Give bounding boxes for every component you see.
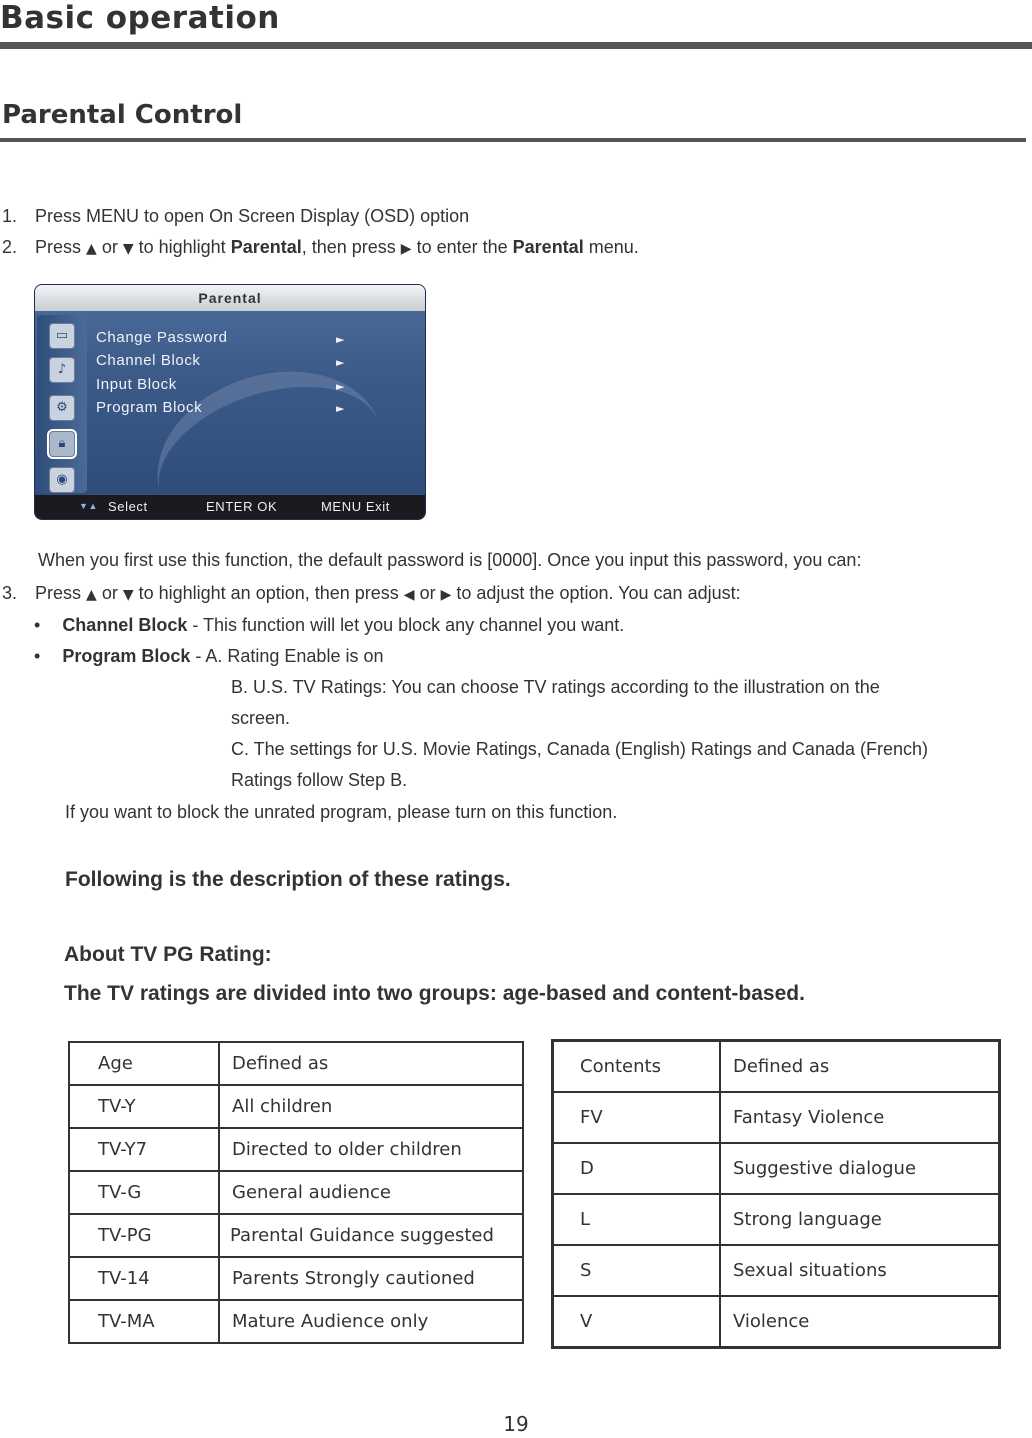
table-row bbox=[553, 1245, 1000, 1296]
rating-code: TV-G bbox=[69, 1171, 219, 1214]
step-text: menu. bbox=[583, 237, 639, 257]
updown-arrows-icon: ▼▲ bbox=[79, 501, 99, 511]
table-header-cell: Defined as bbox=[720, 1041, 1000, 1093]
rating-code: TV-PG bbox=[69, 1214, 219, 1257]
ratings-groups-heading: The TV ratings are divided into two groups: age-based and content-based. bbox=[64, 982, 805, 1005]
table-row bbox=[553, 1092, 1000, 1143]
content-ratings-table bbox=[551, 1039, 1001, 1349]
rating-definition: Directed to older children bbox=[219, 1128, 523, 1171]
table-header-cell: Contents bbox=[553, 1041, 721, 1093]
rating-code: TV-Y7 bbox=[69, 1128, 219, 1171]
page-number: 19 bbox=[503, 1412, 529, 1436]
parental-label: Parental bbox=[512, 237, 584, 257]
age-ratings-table bbox=[68, 1041, 524, 1344]
bullet-channel-block bbox=[34, 615, 624, 636]
page-subtitle: Parental Control bbox=[2, 100, 243, 130]
step-1 bbox=[2, 206, 469, 227]
rating-definition: Parents Strongly cautioned bbox=[219, 1257, 523, 1300]
bullet-icon: • bbox=[34, 615, 41, 635]
table-header-row bbox=[69, 1042, 523, 1085]
left-arrow-icon: ◀ bbox=[403, 587, 415, 603]
up-arrow-icon: ▲ bbox=[86, 241, 97, 257]
right-arrow-icon: ▶ bbox=[440, 587, 452, 603]
step-text: , then press bbox=[301, 237, 401, 257]
step-2 bbox=[2, 237, 639, 258]
step-text: to highlight bbox=[133, 237, 231, 257]
osd-item-input-block: Input Block bbox=[96, 376, 177, 393]
content-code: L bbox=[553, 1194, 721, 1245]
content-definition: Strong language bbox=[720, 1194, 1000, 1245]
step-text: or bbox=[96, 583, 123, 603]
table-row bbox=[69, 1214, 523, 1257]
program-block-c: C. The settings for U.S. Movie Ratings, Canada (English) Ratings and Canada (French) bbox=[231, 739, 928, 759]
table-row bbox=[69, 1257, 523, 1300]
picture-menu-icon: ▭ bbox=[49, 323, 75, 349]
section-divider bbox=[0, 42, 1032, 49]
table-row bbox=[553, 1194, 1000, 1245]
channel-menu-icon: ◉ bbox=[49, 467, 75, 493]
osd-item-change-password: Change Password bbox=[96, 329, 228, 346]
submenu-arrow-icon: ► bbox=[336, 380, 345, 393]
content-code: S bbox=[553, 1245, 721, 1296]
submenu-arrow-icon: ► bbox=[336, 402, 345, 415]
table-header-cell: Defined as bbox=[219, 1042, 523, 1085]
down-arrow-icon: ▼ bbox=[122, 241, 134, 257]
step-text: to highlight an option, then press bbox=[133, 583, 404, 603]
channel-block-label: Channel Block bbox=[62, 615, 188, 635]
step-text: Press bbox=[35, 583, 87, 603]
rating-code: TV-Y bbox=[69, 1085, 219, 1128]
parental-label: Parental bbox=[230, 237, 302, 257]
up-arrow-icon: ▲ bbox=[86, 587, 97, 603]
table-row bbox=[69, 1171, 523, 1214]
table-header-row bbox=[553, 1041, 1000, 1093]
ratings-description-heading: Following is the description of these ratings. bbox=[65, 868, 511, 891]
osd-footer-bar bbox=[35, 495, 425, 519]
bullet-program-block bbox=[34, 646, 383, 667]
osd-title: Parental bbox=[35, 285, 425, 311]
down-arrow-icon: ▼ bbox=[122, 587, 134, 603]
right-arrow-icon: ▶ bbox=[400, 241, 412, 257]
channel-block-text: - This function will let you block any channel you want. bbox=[187, 615, 625, 635]
rating-code: TV-MA bbox=[69, 1300, 219, 1343]
unrated-note: If you want to block the unrated program, please turn on this function. bbox=[65, 802, 618, 822]
rating-code: TV-14 bbox=[69, 1257, 219, 1300]
table-header-cell: Age bbox=[69, 1042, 219, 1085]
content-definition: Suggestive dialogue bbox=[720, 1143, 1000, 1194]
osd-footer-select: Select bbox=[108, 499, 148, 514]
content-definition: Sexual situations bbox=[720, 1245, 1000, 1296]
step-text: Press MENU to open On Screen Display (OSD) option bbox=[35, 206, 470, 226]
program-block-b2: screen. bbox=[231, 708, 291, 728]
table-row bbox=[553, 1143, 1000, 1194]
section-title: Basic operation bbox=[0, 0, 280, 36]
table-row bbox=[69, 1300, 523, 1343]
table-row bbox=[69, 1085, 523, 1128]
rating-definition: Mature Audience only bbox=[219, 1300, 523, 1343]
step-text: or bbox=[414, 583, 441, 603]
osd-footer-enter: ENTER OK bbox=[206, 499, 278, 514]
program-block-c2: Ratings follow Step B. bbox=[231, 770, 408, 790]
content-code: D bbox=[553, 1143, 721, 1194]
content-code: V bbox=[553, 1296, 721, 1348]
rating-definition: Parental Guidance suggested bbox=[219, 1214, 523, 1257]
step-text: or bbox=[96, 237, 123, 257]
table-row bbox=[69, 1128, 523, 1171]
step-text: to adjust the option. You can adjust: bbox=[451, 583, 741, 603]
sound-menu-icon: ♪ bbox=[49, 357, 75, 383]
program-block-text: - A. Rating Enable is on bbox=[190, 646, 384, 666]
step-3 bbox=[2, 583, 741, 604]
step-number: 3. bbox=[2, 583, 18, 603]
rating-definition: General audience bbox=[219, 1171, 523, 1214]
step-number: 1. bbox=[2, 206, 18, 226]
submenu-arrow-icon: ► bbox=[336, 356, 345, 369]
content-definition: Fantasy Violence bbox=[720, 1092, 1000, 1143]
osd-item-program-block: Program Block bbox=[96, 399, 203, 416]
step-text: to enter the bbox=[411, 237, 513, 257]
bullet-icon: • bbox=[34, 646, 41, 666]
program-block-label: Program Block bbox=[62, 646, 191, 666]
setup-menu-icon: ⚙ bbox=[49, 395, 75, 421]
content-definition: Violence bbox=[720, 1296, 1000, 1348]
about-tv-pg-heading: About TV PG Rating: bbox=[64, 943, 272, 966]
rating-definition: All children bbox=[219, 1085, 523, 1128]
lock-menu-icon: 🔒︎ bbox=[49, 431, 75, 457]
table-row bbox=[553, 1296, 1000, 1348]
step-number: 2. bbox=[2, 237, 18, 257]
osd-parental-screenshot bbox=[34, 284, 426, 520]
osd-item-channel-block: Channel Block bbox=[96, 352, 201, 369]
osd-background-swoosh bbox=[135, 344, 406, 520]
step-text: Press bbox=[35, 237, 87, 257]
submenu-arrow-icon: ► bbox=[336, 333, 345, 346]
password-note: When you first use this function, the default password is [0000]. Once you input this password, you can: bbox=[38, 550, 862, 570]
osd-footer-menu: MENU Exit bbox=[321, 499, 390, 514]
subtitle-divider bbox=[0, 138, 1026, 142]
program-block-b: B. U.S. TV Ratings: You can choose TV ratings according to the illustration on the bbox=[231, 677, 880, 697]
content-code: FV bbox=[553, 1092, 721, 1143]
